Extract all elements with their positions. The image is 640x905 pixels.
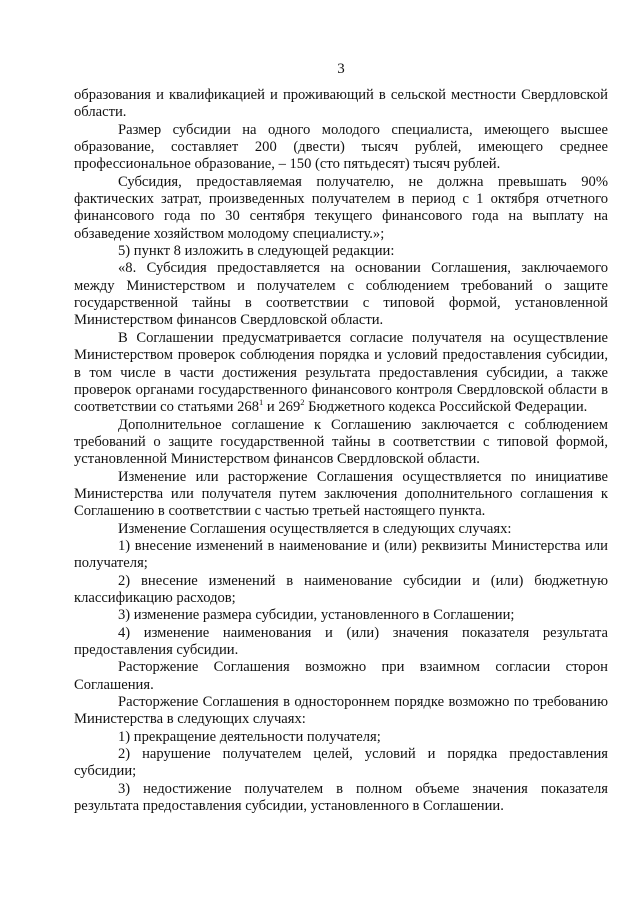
paragraph-item-5: 5) пункт 8 изложить в следующей редакции: (118, 243, 395, 260)
paragraph-additional-agreement: Дополнительное соглашение к Соглашению заключается с соблюдением требований о защите государственной тайны в соответствии с типовой формой, установленной Министерством финансов Свердловской области. (74, 416, 608, 468)
paragraph-subsidy-limit: Субсидия, предоставляемая получателю, не должна превышать 90% фактических затрат, произведенных получателем в период с 1 октября отчетного финансового года по 30 сентября текущего финансового года на выплату на обзаведение хозяйством молодому специалисту.»; (74, 173, 608, 242)
paragraph-clause-8: «8. Субсидия предоставляется на основании Соглашения, заключаемого между Министерством и получателем с соблюдением требований о защите государственной тайны в соответствии с типовой формой, установленной Министерством финансов Свердловской области. (74, 260, 608, 329)
paragraph-agreement-consent (74, 330, 608, 417)
list-item-change-1: 1) внесение изменений в наименование и (или) реквизиты Министерства или получателя; (74, 537, 608, 572)
paragraph-agreement-consent-text: В Соглашении предусматривается согласие получателя на осуществление Министерством проверок соблюдения порядка и условий предоставления субсидии, в том числе в части достижения результата предоставления субсидии, а также проверок органами государственного финансового контроля Свердловской области в соответствии со статьями 268 (74, 329, 608, 416)
list-item-change-2: 2) внесение изменений в наименование субсидии и (или) бюджетную классификацию расходов; (74, 572, 608, 606)
paragraph-mutual-termination: Расторжение Соглашения возможно при взаимном согласии сторон Соглашения. (74, 659, 608, 693)
superscript-2: 2 (300, 397, 305, 408)
paragraph-change-or-termination: Изменение или расторжение Соглашения осуществляется по инициативе Министерства или получателя путем заключения дополнительного соглашения к Соглашению в соответствии с частью третьей настоящего пункта. (74, 468, 608, 520)
paragraph-change-cases: Изменение Соглашения осуществляется в следующих случаях: (118, 520, 512, 537)
page-number: 3 (337, 61, 345, 77)
list-item-termination-3: 3) недостижение получателем в полном объеме значения показателя результата предоставления субсидии, установленного в Соглашении. (74, 780, 608, 815)
paragraph-unilateral-termination: Расторжение Соглашения в одностороннем порядке возможно по требованию Министерства в следующих случаях: (74, 694, 608, 728)
list-item-change-4: 4) изменение наименования и (или) значения показателя результата предоставления субсидии. (74, 624, 608, 658)
paragraph-continuation: образования и квалификацией и проживающий в сельской местности Свердловской области. (74, 87, 608, 121)
document-page (74, 60, 608, 815)
superscript-1: 1 (259, 397, 264, 408)
list-item-termination-1: 1) прекращение деятельности получателя; (118, 728, 381, 745)
paragraph-agreement-consent-end: Бюджетного кодекса Российской Федерации. (304, 399, 588, 416)
paragraph-agreement-consent-middle: и 269 (263, 399, 301, 416)
list-item-termination-2: 2) нарушение получателем целей, условий и порядка предоставления субсидии; (74, 746, 608, 780)
paragraph-subsidy-amount: Размер субсидии на одного молодого специалиста, имеющего высшее образование, составляет 200 (двести) тысяч рублей, имеющего среднее профессиональное образование, – 150 (сто пятьдесят) тысяч рублей. (74, 121, 608, 173)
list-item-change-3: 3) изменение размера субсидии, установленного в Соглашении; (118, 607, 515, 624)
